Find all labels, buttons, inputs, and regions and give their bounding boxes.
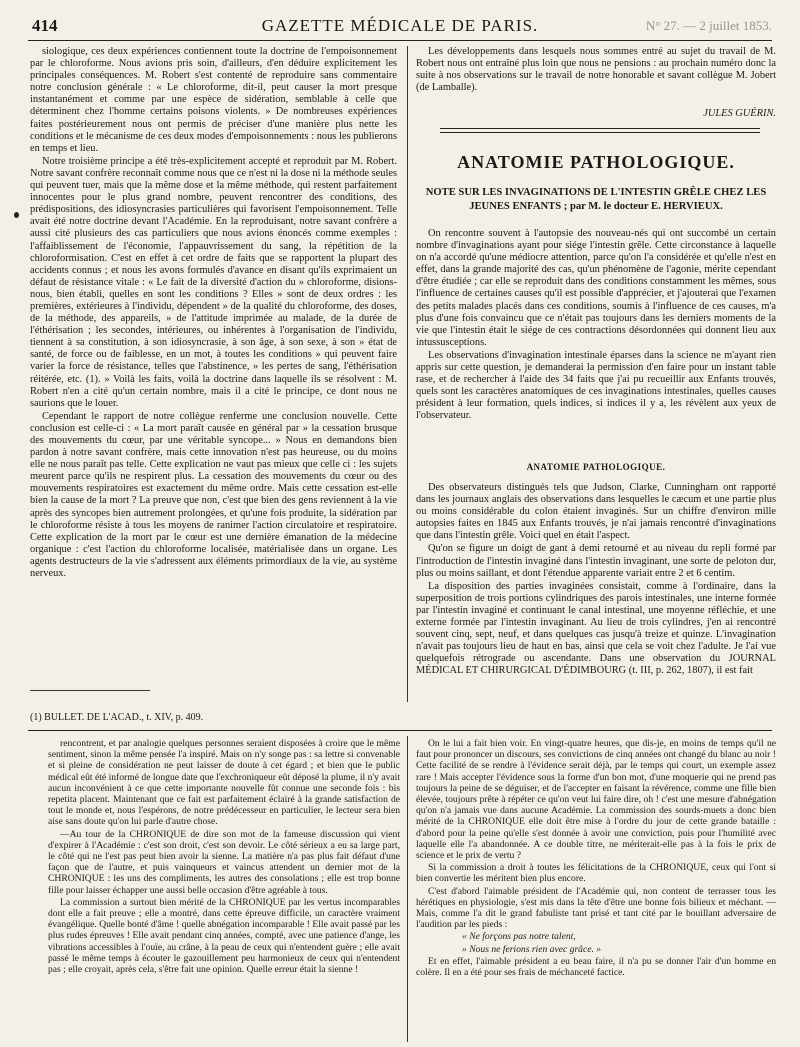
- paragraph: Si la commission a droit à toutes les félicitations de la CHRONIQUE, ceux qui l'ont si bien convertie les méritent bien plus encore.: [416, 862, 776, 885]
- footnote: (1) BULLET. DE L'ACAD., t. XIV, p. 409.: [30, 712, 204, 723]
- column-divider: [407, 736, 408, 1042]
- author-signature: JULES GUÉRIN.: [703, 108, 776, 119]
- paragraph: Qu'on se figure un doigt de gant à demi retourné et au niveau du repli formé par l'introduction de l'intestin invaginé dans l'intestin invaginant, une sorte de peloton dur, plus ou moins saillant, et dont l'étendue apparente variait entre 2 et 6 centim.: [416, 543, 776, 579]
- verse-quote-line: » Nous ne ferions rien avec grâce. »: [462, 943, 602, 955]
- page-header: [28, 14, 772, 41]
- paragraph: rencontrent, et par analogie quelques personnes seraient disposées à croire que le même sentiment, sinon la même pensée l'a inspiré. Mais on n'y songe pas : sa lettre si convenable et si pleine de considération ne peut laisser de doute à cet égard ; et bien que le public médical eût été informé de longue date que l'exchroniqueur eût déposé la plume, il n'y avait aucun inconvénient à ce que cette importante nouvelle fût connue une seconde fois : bis repetita placent. Maintenant que ce fait est parfaitement éclairé à la grande satisfaction de tout le monde et, nous l'espérons, de notre prédécesseur en particulier, le lecteur sera bien aise sans doute qu'on lui parle d'autre chose.: [48, 738, 400, 828]
- paragraph: siologique, ces deux expériences contiennent toute la doctrine de l'empoisonnement par le chloroforme. Nous avions pris soin, d'ailleurs, d'en déduire explicitement les principales conséquences. M. Robert s'est contenté de reproduire sans commentaire notre conclusion générale : « Le chloroforme, dit-il, peut causer la mort presque instantanément et comme par une espèce de sidération, semblable à celle que déterminent chez l'homme certains poisons violents. » De nombreuses expériences faites postérieurement nous ont permis de préciser d'une manière plus nette les conditions et le mécanisme de ces deux modes d'empoisonnements : nous les publierons en temps et lieu.: [30, 46, 397, 154]
- paragraph: Notre troisième principe a été très-explicitement accepté et reproduit par M. Robert. Notre savant confrère reconnaît comme nous que ce n'est ni la dose ni la méthode seules qui peuvent tuer, mais que la même dose et la même méthode, qui restent parfaitement innocentes pour le plus grand nombre, peuvent rencontrer des conditions, des prédispositions, des idiosyncrasies particulières qui favorisent l'empoisonnement. Telle avait été notre doctrine devant l'Académie. En la reproduisant, notre savant confrère a aussi cité plusieurs des cas particuliers que nous avions énoncés comme exemples : l'affaiblissement de l'économie, l'appauvrissement du sang, la répétition de la chloroformisation. C'est en effet à cet ordre de faits que se rapportent la plupart des accidents connus ; et nous les avons formulés d'avance en disant qu'ils exprimaient un défaut de résistance vitale : « Le fait de la diversité d'action du » chloroforme, disions-nous, bien établi, quelles en sont les conditions ? Elles » sont de deux ordres : les premières, extérieures à l'individu, dépendent » de la qualité du chloroforme, des doses, de la méthode, des appareils, » de l'attitude imprimée au malade, de la durée de l'éthérisation ; les secondes, intérieures, ou inhérentes à l'organisation de l'individu, tiennent à sa constitution, à son idiosyncrasie, à son âge, à son sexe, à son » état de santé, de force ou de faiblesse, en un mot, à toutes les conditions » qui peuvent faire varier la force de résistance, telles que l'abstinence, » les pertes de sang, l'éthérisation réitérée, etc. (1). » Voilà les faits, voilà la doctrine dans laquelle ils se résolvent : M. Robert n'en a cité qu'un certain nombre, mais il a cité le principe, ce dont nous ne saurions que le louer.: [30, 155, 397, 409]
- article-title: NOTE SUR LES INVAGINATIONS DE L'INTESTIN GRÊLE CHEZ LES JEUNES ENFANTS ; par M. le docteur E. HERVIEUX.: [425, 187, 767, 212]
- article-subheading: ANATOMIE PATHOLOGIQUE.: [526, 462, 666, 472]
- header-date: N° 27. — 2 juillet 1853.: [645, 18, 772, 33]
- paragraph: —Au tour de la CHRONIQUE de dire son mot de la fameuse discussion qui vient d'expirer à l'Académie : c'est son droit, c'est son devoir. Le côté sérieux a eu sa large part, le côté qui ne l'est pas peut bien avoir la sienne. La matière n'a pas plus fait défaut d'une façon que de l'autre, et puis vainqueurs et vaincus attendent un dernier mot de la CHRONIQUE : les uns des compliments, les autres des consolations ; elle est trop bonne fille pour laisser échapper une aussi belle occasion d'être agréable à tous.: [48, 828, 400, 896]
- feuilleton-right-column: [416, 738, 776, 1040]
- page-number: 414: [32, 16, 58, 35]
- paragraph: On le lui a fait bien voir. En vingt-quatre heures, que dis-je, en moins de temps qu'il ne faut pour prononcer un discours, ses convictions de cinq années ont changé du blanc au noir ! Cette facilité de se rendre à l'évidence serait déjà, par le temps qui court, un exemple assez rare ! Mais accepter l'évidence sous la forme d'un bon mot, d'une moquerie qui ne prend pas toujours la peine de se déguiser, et de l'accepter en faisant la révérence, comme une fille bien élevée, toujours prête à répéter ce qu'on veut lui faire dire, oh ! c'est une mesure d'abnégation qu'on n'a jamais vue dans aucune Académie. La commission des sourds-muets a donc bien mérité de la CHRONIQUE elle doit être mise à l'ordre du jour de cette grande bataille : d'abord pour la peine qu'elle s'est donnée à avoir une conviction, puis pour l'humilité avec laquelle elle l'a abandonnée. A ce double titre, ne mériterait-elle pas à la fois le prix de science et le prix de vertu ?: [416, 738, 776, 862]
- journal-title: GAZETTE MÉDICALE DE PARIS.: [261, 16, 539, 35]
- paragraph: On rencontre souvent à l'autopsie des nouveau-nés qui ont succombé un certain nombre d'invaginations ayant pour siége l'intestin grêle. Cette circonstance à laquelle on n'a accordé qu'une médiocre attention, parce qu'on l'a considérée et qu'elle n'est en effet, dans la grande majorité des cas, qu'un phénomène de l'agonie, mérite cependant d'être étudiée ; car elle se reproduit dans des conditions constamment les mêmes, sous l'influence de certaines causes qu'il est possible d'apprécier, et j'ajouterai que l'examen des petits malades placés dans ces conditions, soumis à l'influence de ces causes, m'a plus d'une fois convaincu que ce n'était pas toujours dans les derniers moments de la vie que l'intestin était le siége de ces contractions désordonnées qui donnent lieu aux intussusceptions.: [416, 228, 776, 348]
- feuilleton-left-column: [48, 738, 400, 1040]
- right-column-top: [416, 46, 776, 108]
- section-divider: [440, 132, 760, 133]
- paragraph: Les développements dans lesquels nous sommes entré au sujet du travail de M. Robert nous ont entraîné plus loin que nous ne pensions : au prochain numéro donc la suite à nos observations sur le travail de notre honorable et savant collègue M. Jobert (de Lamballe).: [416, 46, 776, 94]
- left-column: [30, 46, 397, 682]
- paragraph: La disposition des parties invaginées consistait, comme à l'ordinaire, dans la superposition de trois portions cylindriques des parois intestinales, une interne formée par l'intestin invaginé et continuant le canal intestinal, une moyenne réfléchie, et une externe formée par l'intestin invaginant. Au lieu de trois cylindres, j'en ai rencontré souvent cinq, sept, neuf, et dans quelques cas jusqu'à treize et quinze. L'invagination n'avait pas toujours lieu de haut en bas, ainsi que cela se voit chez l'adulte. Je l'ai vue quelquefois rétrograde ou ascendante. Dans une observation du JOURNAL MÉDICAL ET CHIRURGICAL D'ÉDIMBOURG (t. III, p. 262, 1807), il est fait: [416, 580, 776, 677]
- footnote-divider: [30, 690, 150, 691]
- paragraph: Cependant le rapport de notre collègue renferme une conclusion nouvelle. Cette conclusion est celle-ci : « La mort paraît causée en général par » la cessation brusque des mouvements du cœur, par une véritable syncope... » Nous en demandons bien pardon à notre savant confrère, mais cette innovation n'est pas heureuse, ou du moins elle ne nous paraît pas telle. Cette explication ne vaut pas mieux que celle ci : les sujets meurent parce qu'ils ne respirent plus. La cessation des mouvements du cœur ou des mouvements respiratoires est exactement du même ordre. Mais cette cessation est-elle bien la cause de la mort ? La preuve que non, c'est que bien des gens reviennent à la vie après des syncopes bien autrement prolongées, et qu'une fois produite, la sidération par le chloroforme résiste à tous les moyens de ranimer l'action circulatoire et respiratoire. Cette explication de la mort par le cœur est une dernière émanation de la médecine organique : c'est l'action du chloroforme localisée, matérialisée dans un organe. Les agents destructeurs de la vie s'adressent aux éléments primordiaux de la vie, au système nerveux.: [30, 410, 397, 580]
- paragraph: Les observations d'invagination intestinale éparses dans la science ne m'ayant rien appris sur cette question, je demanderai la permission d'en faire pour un instant table rase, et de rechercher à l'aide des 34 faits que j'ai pu recueillir aux Enfants trouvés, quels sont les caractères anatomiques de ces invaginations intestinales, quelles causes président à leur formation, quels indices, si indices il y a, les révèlent aux yeux de l'observateur.: [416, 349, 776, 422]
- paragraph: C'est d'abord l'aimable président de l'Académie qui, non content de terrasser tous les hérétiques en physiologie, s'est mis dans la tête d'être une bonne fois bilieux et méchant. — Mais, comme l'a dit le grand fabuliste tant prisé et tant cité par le bouillant adversaire de l'audition par les pieds :: [416, 885, 776, 931]
- column-divider: [407, 46, 408, 702]
- feuilleton-divider: [28, 730, 772, 731]
- ink-mark: [14, 212, 19, 218]
- paragraph: Des observateurs distingués tels que Judson, Clarke, Cunningham ont rapporté dans les journaux anglais des observations dans lesquelles le cæcum et une partie plus ou moins considérable du colon étaient invaginés. Sur un chiffre d'environ mille autopsies faites en 1845 aux Enfants trouvés, je n'ai jamais rencontré d'invaginations que dans l'intestin grêle. Voici quel en était l'aspect.: [416, 482, 776, 542]
- paragraph: La commission a surtout bien mérité de la CHRONIQUE par les vertus incomparables dont elle a fait preuve ; elle a montré, dans cette épreuve difficile, un caractère vraiment évangélique. Quelle bonté d'âme ! quelle abnégation incomparable ! Elle avait passé par les plus rudes épreuves ! Elle avait pendant cinq années, compté, avec une patience d'ange, les vibrations accessibles à l'ouïe, au crâne, à la peau de ceux qui n'entendent guère ; elle avait passé le même temps à écouter le gazouillement peu harmonieux de ceux qui n'entendent pas ; elle croyait, après cela, s'être fait une opinion. Quelle erreur était la sienne !: [48, 896, 400, 976]
- section-divider: [440, 128, 760, 129]
- paragraph: Et en effet, l'aimable président a eu beau faire, il n'a pu se donner l'air d'un homme en colère. Il en a été pour ses frais de méchanceté factice.: [416, 955, 776, 979]
- article-intro: [416, 228, 776, 454]
- verse-quote-line: « Ne forçons pas notre talent,: [462, 931, 576, 943]
- article-body: [416, 482, 776, 698]
- section-title: ANATOMIE PATHOLOGIQUE.: [457, 152, 735, 172]
